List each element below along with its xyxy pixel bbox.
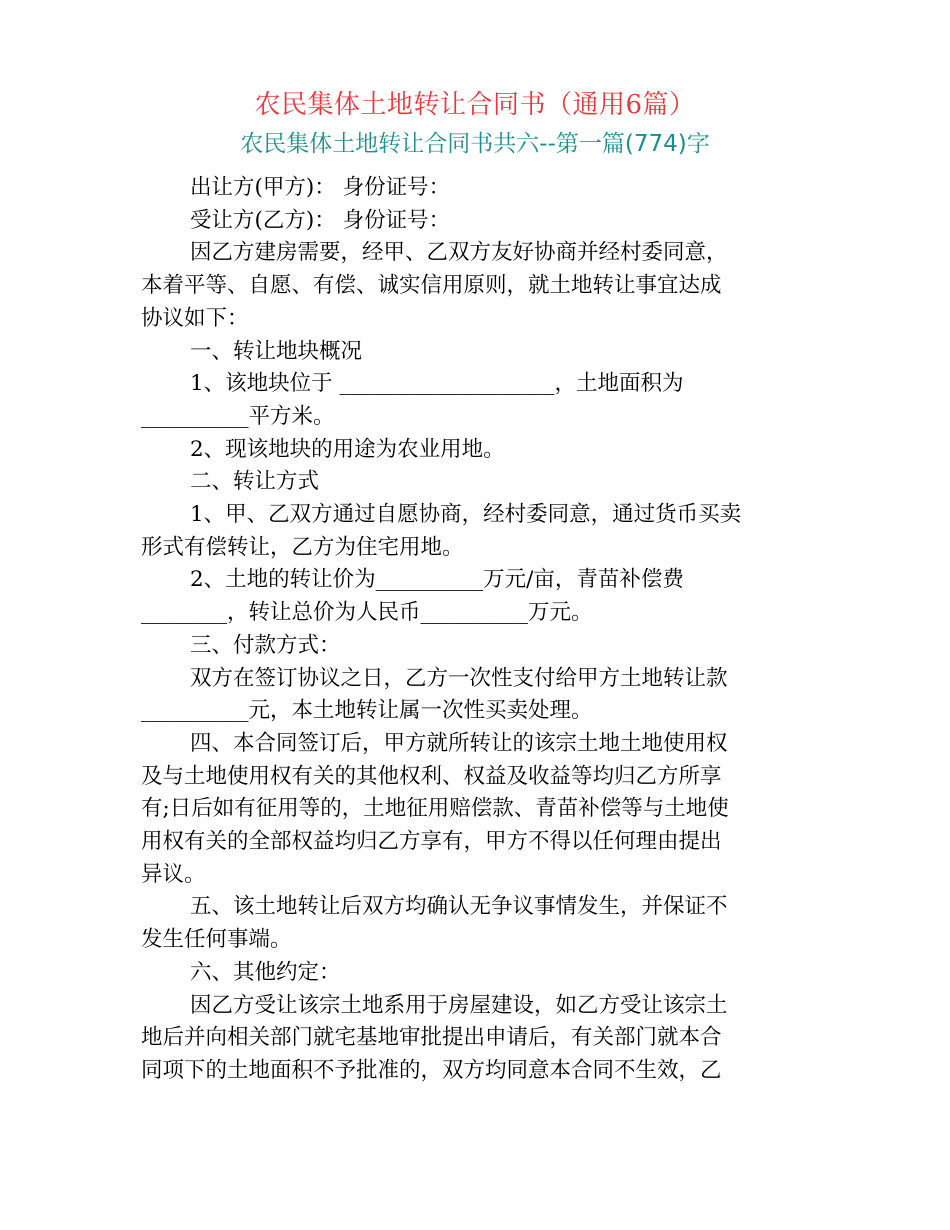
paragraph-line: 用权有关的全部权益均归乙方享有，甲方不得以任何理由提出 — [141, 829, 722, 855]
paragraph-line: 本着平等、自愿、有偿、诚实信用原则，就土地转让事宜达成 — [141, 273, 722, 299]
paragraph-line: 异议。 — [141, 861, 206, 887]
section-heading: 一、转让地块概况 — [190, 338, 363, 364]
paragraph-line: ________，转让总价为人民币__________万元。 — [141, 600, 593, 626]
party-a-line: 出让方(甲方)： 身份证号： — [190, 175, 451, 200]
paragraph-line: 形式有偿转让，乙方为住宅用地。 — [141, 534, 464, 560]
party-b-line: 受让方(乙方)： 身份证号： — [190, 207, 451, 233]
paragraph-line: 2、现该地块的用途为农业用地。 — [190, 436, 505, 462]
paragraph-line: 同项下的土地面积不予批准的，双方均同意本合同不生效，乙 — [141, 1057, 722, 1083]
paragraph-line: 发生任何事端。 — [141, 927, 292, 953]
paragraph-line: 双方在签订协议之日，乙方一次性支付给甲方土地转让款 — [190, 665, 728, 691]
section-heading: 六、其他约定： — [190, 959, 341, 985]
section-heading: 二、转让方式 — [190, 469, 320, 495]
paragraph-line: 2、土地的转让价为__________万元/亩，青苗补偿费 — [190, 567, 684, 593]
document-subtitle: 农民集体土地转让合同书共六--第一篇(774)字 — [240, 131, 710, 157]
paragraph-line: 及与土地使用权有关的其他权利、权益及收益等均归乙方所享 — [141, 763, 722, 789]
document-title: 农民集体土地转让合同书（通用6篇） — [254, 90, 696, 120]
paragraph-line: __________平方米。 — [141, 403, 335, 429]
paragraph-line: 四、本合同签订后，甲方就所转让的该宗土地土地使用权 — [190, 730, 728, 756]
paragraph-line: 五、该土地转让后双方均确认无争议事情发生，并保证不 — [190, 894, 728, 920]
paragraph-line: 因乙方受让该宗土地系用于房屋建设，如乙方受让该宗土 — [190, 992, 728, 1018]
paragraph-line: 协议如下： — [141, 305, 249, 331]
document-body — [141, 172, 811, 1088]
paragraph-line: 1、该地块位于 ____________________，土地面积为 — [190, 371, 684, 397]
paragraph-line: __________元，本土地转让属一次性买卖处理。 — [141, 698, 593, 724]
paragraph-line: 1、甲、乙双方通过自愿协商，经村委同意，通过货币买卖 — [190, 502, 742, 528]
paragraph-line: 因乙方建房需要，经甲、乙双方友好协商并经村委同意， — [190, 240, 728, 266]
paragraph-line: 地后并向相关部门就宅基地审批提出申请后，有关部门就本合 — [141, 1025, 722, 1051]
section-heading: 三、付款方式： — [190, 632, 341, 658]
paragraph-line: 有;日后如有征用等的，土地征用赔偿款、青苗补偿等与土地使 — [141, 796, 729, 822]
